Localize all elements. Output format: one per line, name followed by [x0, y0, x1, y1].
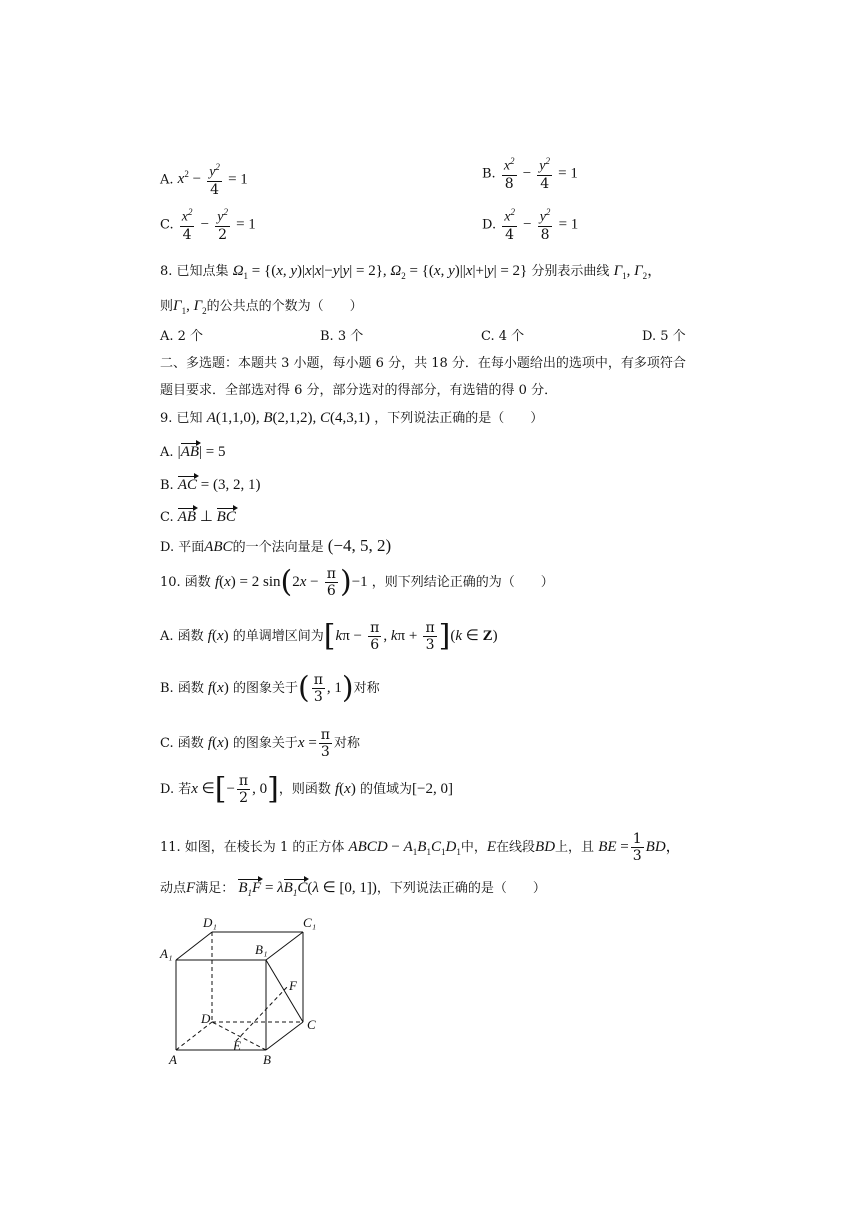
label-d1: D₁ [203, 915, 217, 930]
q8-stem-line1: 8. 已知点集 $\Omega_1 = \{(x$, y)|x|x|−y|y| = 2}, $\Omega_2 = \{(x$, y)||x|+|y| = 2} 分别表示曲线 $\Gamma_1$, $\Gamma_2$， [160, 263, 663, 281]
label-d: D [201, 1011, 211, 1026]
q10-stem: 10. 函数 f(x) = 2 sin(2x − $\frac{\pi}{6}$ )−1 ，则下列结论正确的为（ ） [160, 564, 554, 600]
label-a: A [169, 1052, 177, 1067]
q8-option-c[interactable]: C. 4 个 [481, 329, 525, 344]
q7-option-d[interactable]: D. $\frac{x^2}{4}$ − $\frac{y^2}{8}$ = 1 [482, 207, 579, 243]
label-a1: A₁ [160, 946, 173, 961]
q9-option-d[interactable]: D. 平面ABC的一个法向量是 (−4, 5, 2) [160, 536, 392, 555]
label-e: E [233, 1038, 241, 1053]
label-b: B [263, 1052, 271, 1067]
q10-option-c[interactable]: C. 函数 f(x) 的图象关于x = $\frac{\pi}{3}$ 对称 [160, 727, 360, 760]
section-2-line1: 二、多选题：本题共 3 小题，每小题 6 分，共 18 分．在每小题给出的选项中，有多项符合 [160, 356, 686, 371]
label-c1: C₁ [303, 915, 317, 930]
q10-option-b[interactable]: B. 函数 f(x) 的图象关于( $\frac{\pi}{3}$ , 1)对称 [160, 670, 380, 706]
q8-option-a[interactable]: A. 2 个 [160, 329, 204, 344]
section-2-line2: 题目要求．全部选对得 6 分，部分选对的得部分，有选错的得 0 分． [160, 383, 558, 398]
q10-option-a[interactable]: A. 函数 f(x) 的单调增区间为[kπ − $\frac{\pi}{6}$ , kπ + $\frac{\pi}{3}$ ](k ∈ Z) [160, 618, 498, 654]
label-c: C [307, 1017, 316, 1032]
q10-option-d[interactable]: D. 若x ∈[− $\frac{\pi}{2}$ , 0]，则函数 f(x) 的值域为[−2, 0] [160, 771, 453, 807]
q7-option-b[interactable]: B. $\frac{x^2}{8}$ − $\frac{y^2}{4}$ = 1 [482, 156, 578, 192]
label-f: F [289, 978, 297, 993]
q7-option-a[interactable]: A. $x^2$ − $\frac{y^2}{4}$ = 1 [160, 162, 248, 198]
q9-stem: 9. 已知 A(1,1,0), B(2,1,2), C(4,3,1) ，下列说法正确的是（ ） [160, 410, 544, 426]
q8-option-b[interactable]: B. 3 个 [320, 329, 364, 344]
label-b1: B₁ [255, 942, 268, 957]
q11-stem-line1: 11. 如图，在棱长为 1 的正方体 ABCD − $A_1B_1C_1D_1$中，E在线段BD上，且 BE = $\frac{1}{3}$ BD， [160, 831, 681, 864]
q7-option-c[interactable]: C. $\frac{x^2}{4}$ − $\frac{y^2}{2}$ = 1 [160, 207, 256, 243]
q8-stem-line2: 则$\Gamma_1$, $\Gamma_2$的公共点的个数为（ ） [160, 298, 363, 316]
q9-option-a[interactable]: A. |AB| = 5 [160, 444, 226, 460]
q9-option-b[interactable]: B. AC = (3, 2, 1) [160, 477, 261, 493]
q11-stem-line2: 动点F满足： $B_1F = \lambda B_1C(\lambda$ ∈ [0, 1])，下列说法正确的是（ ） [160, 880, 546, 898]
q9-option-c[interactable]: C. AB ⊥ BC [160, 509, 236, 525]
q8-option-d[interactable]: D. 5 个 [642, 329, 686, 344]
cube-figure [155, 912, 355, 1072]
